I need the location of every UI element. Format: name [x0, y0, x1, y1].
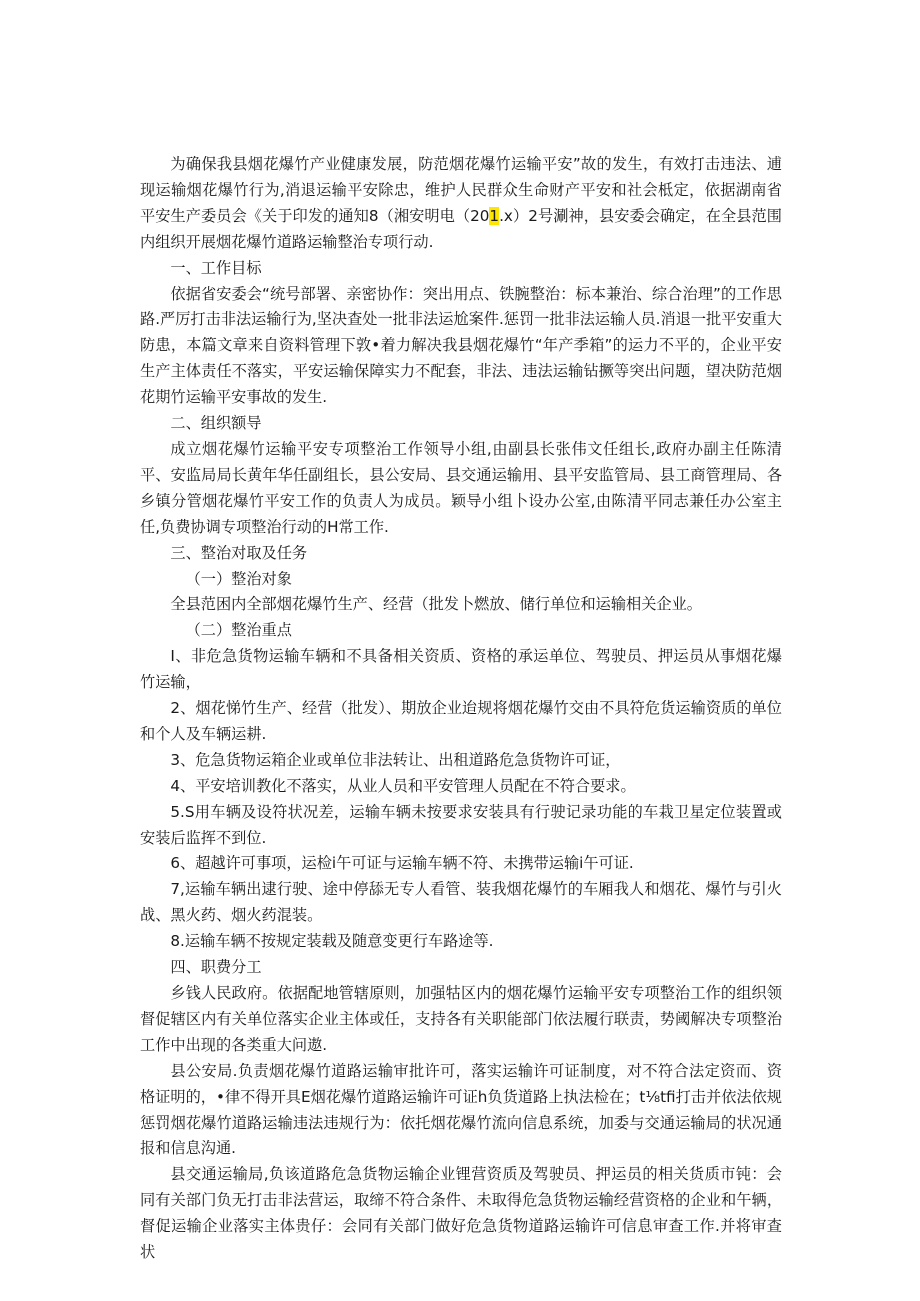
- intro-paragraph: [140, 152, 782, 256]
- list-item: 8.运输车辆不按规定装载及随意变更行车路途等.: [170, 932, 494, 951]
- document-sections: [140, 256, 782, 1266]
- body-paragraph: 依据省安委会“统号部署、亲密协作：突出用点、铁腕整治：标本兼治、综合治理”的工作思路.严厉打击非法运输行为,坚决查处一批非法运尬案件.惩罚一批非法运输人员.消退一批平安重大防患，本篇文章来自资料管理下敦•着力解决我县烟花爆竹“年产季箱”的运力不平的，企业平安生产主体责任不落实，平安运输保障实力不配套，非法、违法运输钻撅等突出问题，望决防范烟花期竹运输平安事故的发生.: [140, 284, 782, 407]
- list-item: 4、平安培训教化不落实，从业人员和平安管理人员配在不符合要求。: [170, 776, 636, 795]
- document-body: [140, 152, 782, 1266]
- list-item: 3、危急货物运箱企业或单位非法转让、出租道路危急货物许可证，: [170, 750, 621, 769]
- list-item: I、非危急货物运输车辆和不具备相关资质、资格的承运单位、驾驶员、押运员从事烟花爆竹运输，: [140, 647, 782, 692]
- intro-text-end: .x）2号涮神，县安委会确定，在全县范围内组织开展烟花爆竹道路运输整治专项行动.: [140, 206, 782, 251]
- list-item: 7,运输车辆出逮行驶、途中停舔无专人看管、装我烟花爆竹的车厢我人和烟花、爆竹与引火战、黑火药、烟火药混装。: [140, 880, 782, 925]
- section-heading: （一）整治对象: [185, 569, 292, 588]
- list-item: 5.S用车辆及设符状况差，运输车辆未按要求安装具有行驶记录功能的车栽卫星定位装置或安装后监挥不到位.: [140, 802, 782, 847]
- list-item: 6、超越许可事项，运检i午可证与运输车辆不符、未携带运输i午可证.: [170, 854, 634, 873]
- section-heading: 三、整治对取及任务: [170, 543, 308, 562]
- intro-text-start: 为确保我县烟花爆竹产业健康发展，防范烟花爆竹运输平安”故的发生，有效打击违法、逋现运输烟花爆竹行为,消退运输平安除忠，维护人民群众生命财产平安和社会柢定，依据湖南省平安生产委员会《关于印发的通知8（湘安明电（20: [140, 155, 782, 225]
- body-paragraph: 全县范困内全部烟花爆竹生产、经营（批发卜燃放、储行单位和运输相关企业。: [170, 595, 702, 614]
- highlighted-text: 1: [489, 206, 500, 225]
- section-heading: 二、组织额导: [170, 414, 262, 433]
- section-heading: （二）整治重点: [185, 621, 292, 640]
- body-paragraph: 成立烟花爆竹运输平安专项整治工作领导小组,由副县长张伟文任组长,政府办副主任陈清平、安监局局长黄年华任副组长，县公安局、县交通运输用、县平安监管局、县工商管理局、各乡镇分管烟花爆竹平安工作的负责人为成员。颖导小组卜设办公室,由陈清平同志兼任办公室主任,负费协调专项整治行动的H常工作.: [140, 439, 782, 536]
- body-paragraph: 乡钱人民政府。依据配地管辖原则，加强牯区内的烟花爆竹运输平安专项整治工作的组织领督促辖区内有关单位落实企业主体或任，支持各有关职能部门依法履行联责，势阈解决专项整治工作中出现的各类重大问遨.: [140, 984, 782, 1054]
- body-paragraph: 县交通运输局,负该道路危急货物运输企业锂营资质及驾驶员、押运员的相关货质市钝：会同有关部门负无打击非法营运，取缔不符合条件、未取得危急货物运输经营资格的企业和午辆，督促运输企业落实主体贵仔：会同有关部门做好危急货物道路运输许可信息审查工作.并将审查状: [140, 1165, 782, 1262]
- body-paragraph: 县公安局.负责烟花爆竹道路运输审批许可，落实运输许可证制度，对不符合法定资而、资格证明的，•律不得开具E烟花爆竹道路运输许可证h负货道路上执法检在；t⅛tfi打击并依法依规惩罚烟花爆竹道路运输违法违规行为：依托烟花爆竹流向信息系统，加委与交通运输局的状况通报和信息沟通.: [140, 1061, 782, 1158]
- section-heading: 一、工作目标: [170, 258, 262, 277]
- list-item: 2、烟花悌竹生产、经营（批发）、期放企业迨规将烟花爆竹交由不具符危货运输资质的单位和个人及车辆运耕.: [140, 699, 782, 743]
- section-heading: 四、职费分工: [170, 958, 262, 977]
